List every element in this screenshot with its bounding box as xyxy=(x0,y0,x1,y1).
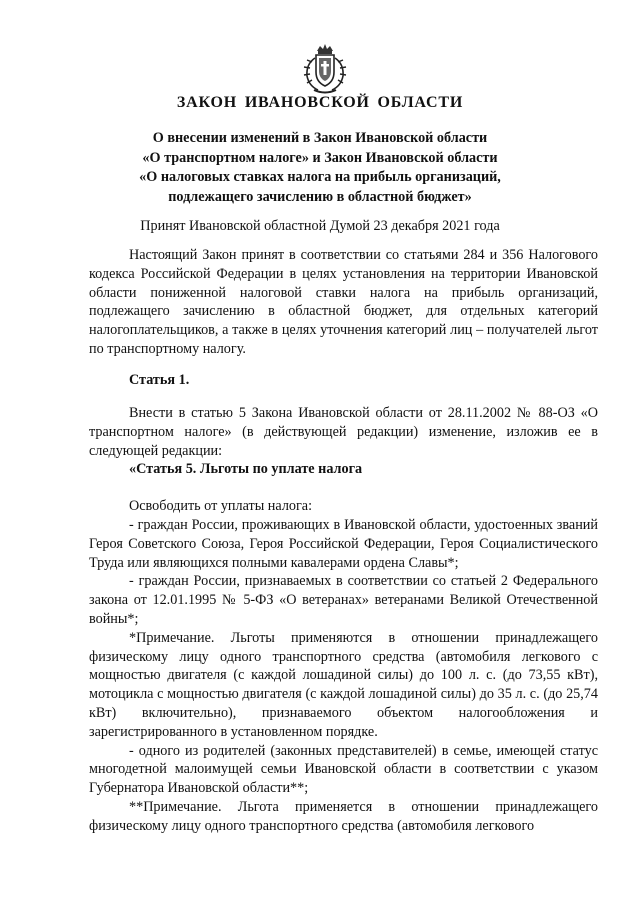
paragraph-veterans: - граждан России, признаваемых в соответствии со статьей 2 Федерального закона от 12.01.1995 № 5-ФЗ «О ветеранах» ветеранами Великой Отечественной войны*; xyxy=(89,573,598,627)
paragraph-article-5-heading: «Статья 5. Льготы по уплате налога xyxy=(129,461,363,478)
subtitle-line: подлежащего зачислению в областной бюджет» xyxy=(168,188,472,205)
adoption-line: Принят Ивановской областной Думой 23 декабря 2021 года xyxy=(140,218,500,234)
paragraph-gap xyxy=(89,479,598,497)
intro-section xyxy=(89,246,598,359)
paragraph-note-2: **Примечание. Льгота применяется в отношении принадлежащего физическому лицу одного транспортного средства (автомобиля легкового xyxy=(89,798,598,834)
paragraph-exemption-intro: Освободить от уплаты налога: xyxy=(129,498,313,515)
article-heading: Статья 1. xyxy=(129,372,190,388)
subtitle-line: «О транспортном налоге» и Закон Ивановской области xyxy=(142,149,498,166)
subtitle-line: «О налоговых ставках налога на прибыль организаций, xyxy=(139,169,501,186)
paragraph-large-families: - одного из родителей (законных представителей) в семье, имеющей статус многодетной малоимущей семьи Ивановской области в соответствии с указом Губернатора Ивановской области**; xyxy=(89,742,598,797)
article-body xyxy=(89,404,598,836)
paragraph-heroes: - граждан России, проживающих в Ивановской области, удостоенных званий Героя Советского Союза, Героя Российской Федерации, Героя Социалистического Труда или являющихся полными кавалерами ордена Славы*; xyxy=(89,516,598,571)
paragraph-amendment: Внести в статью 5 Закона Ивановской области от 28.11.2002 № 88-ОЗ «О транспортном налоге» (в действующей редакции) изменение, изложив ее в следующей редакции: xyxy=(89,405,598,459)
document-title: ЗАКОН ИВАНОВСКОЙ ОБЛАСТИ xyxy=(176,94,464,111)
subtitle-line: О внесении изменений в Закон Ивановской области xyxy=(152,130,488,146)
paragraph-note-1: *Примечание. Льготы применяются в отношении принадлежащего физическому лицу одного транспортного средства (автомобиля легкового с мощностью двигателя (с каждой лошадиной силы) до 100 л. с. (до 73,55 кВт), мотоцикла с мощностью двигателя (с каждой лошадиной силы) до 35 л. с. (до 25,74 кВт) включительно), признаваемого объектом налогообложения и зарегистрированного в установленном порядке. xyxy=(89,629,598,740)
document-subtitle xyxy=(80,129,560,207)
coat-of-arms-emblem-icon xyxy=(300,42,350,96)
intro-paragraph: Настоящий Закон принят в соответствии со статьями 284 и 356 Налогового кодекса Российской Федерации в целях установления на территории Ивановской области пониженной налоговой ставки налога на прибыль организаций, подлежащего зачислению в областной бюджет, для отдельных категорий налогоплательщиков, а также в целях уточнения категорий лиц – получателей льгот по транспортному налогу. xyxy=(89,247,598,357)
